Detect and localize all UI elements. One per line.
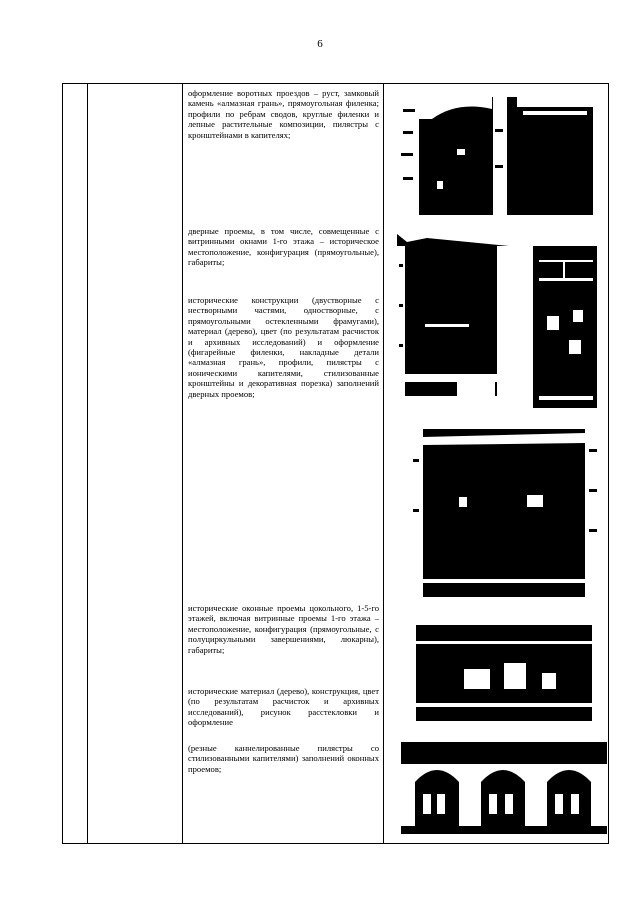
- photo-shop-door: [397, 224, 509, 396]
- description-door-constructions: исторические конструкции (двустворные с нестворными частями, одностворные, с прямоугольными остекленными фрамугами), материал (дерево), цвет (по результатам расчисток и архивных исследований) и оформление (фигарейные филенки, накладные детали «алмазная грань», профили, пилястры с ионическими капителями, стилизованные кронштейны и декоративная порезка) заполнений дверных проемов;: [188, 295, 379, 399]
- column-divider-1: [87, 84, 88, 843]
- description-door-openings: дверные проемы, в том числе, совмещенные с витринными окнами 1-го этажа – историческое местоположение, конфигурация (прямоугольные), габариты;: [188, 226, 379, 268]
- column-divider-3: [383, 84, 384, 843]
- protection-subject-table: [62, 83, 609, 844]
- photo-shop-window: [404, 611, 606, 721]
- photo-gate-passage: [397, 89, 603, 215]
- page-number: 6: [317, 38, 323, 50]
- photo-entrance-door: [527, 246, 605, 408]
- description-window-openings: исторические оконные проемы цокольного, 1-5-го этажей, включая витринные проемы 1-го этажа – местоположение, конфигурация (прямоугольные, с полуциркульными завершениями, люкарны), габариты;: [188, 603, 379, 655]
- photo-door-opening: [409, 419, 601, 597]
- description-window-decor: (резные каннелированные пилястры со стилизованными капителями) заполнений оконных проемов;: [188, 743, 379, 774]
- photo-arched-windows: [401, 742, 607, 834]
- column-divider-2: [182, 84, 183, 843]
- description-gate-passages: оформление воротных проездов – руст, замковый камень «алмазная грань», прямоугольная филенка; профили по ребрам сводов, круглые филенки и лепные растительные композиции, пилястры с кронштейнами в капителях;: [188, 88, 379, 140]
- description-window-materials: исторические материал (дерево), конструкция, цвет (по результатам расчисток и архивных исследований), рисунок расстекловки и оформление: [188, 686, 379, 728]
